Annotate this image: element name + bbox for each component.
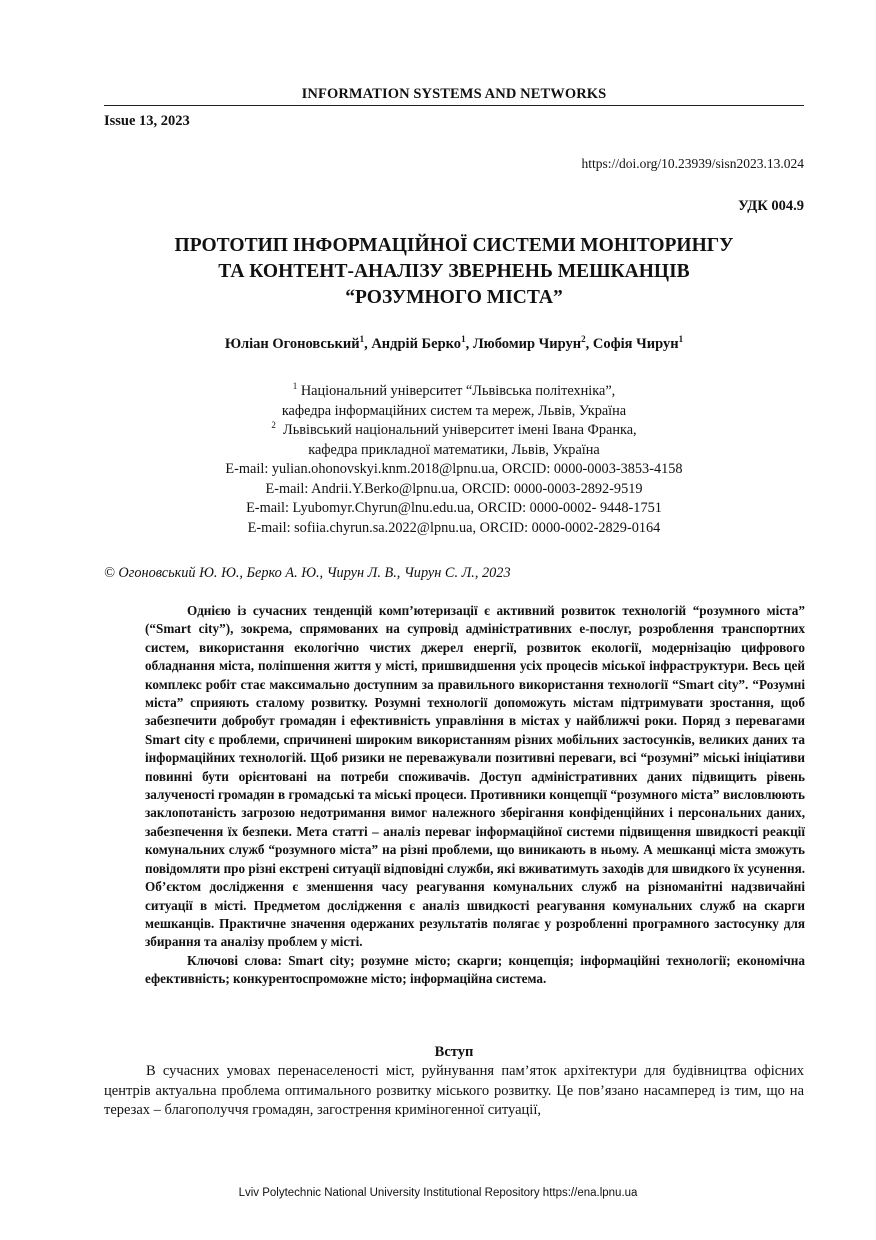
author-list: Юліан Огоновський$^1$, Андрій Берко$^1$, Любомир Чирун$^2$, Софія Чирун$^1$ xyxy=(224,334,684,352)
affiliation-1-line-1 xyxy=(104,382,804,402)
repository-footer: Lviv Polytechnic National University Institutional Repository https://ena.lpnu.ua xyxy=(238,1187,638,1199)
issue-label: Issue 13, 2023 xyxy=(104,113,190,129)
affil-mark: 1 xyxy=(292,381,298,392)
affil-mark: 2 xyxy=(271,420,276,431)
paper-title xyxy=(104,233,804,311)
affiliation-1-line-2: кафедра інформаційних систем та мереж, Львів, Україна xyxy=(281,402,627,419)
author-name: Андрій Берко xyxy=(371,336,462,352)
title-line-3: “РОЗУМНОГО МІСТА” xyxy=(345,287,563,308)
header-divider xyxy=(104,105,804,106)
udk-code: УДК 004.9 xyxy=(738,198,804,214)
affil-text: Львівський національний університет імені Івана Франка, xyxy=(283,422,637,438)
author-name: Софія Чирун xyxy=(592,336,679,352)
author-affil-mark: 1 xyxy=(461,334,466,345)
abstract-text: Однією із сучасних тенденцій комп’ютеризації є активний розвиток технологій “розумного міста” (“Smart city”), зокрема, спрямованих на супровід адміністративних е-послуг, розроблення транспортних систем, використання екологічно чистих джерел енергії, розвиток екології, модернізацію цифрового обладнання міста, поліпшення життя у місті, пришвидшення усіх процесів міської інфраструктури. Весь цей комплекс робіт стає максимально доступним за правильного використання технології “Smart city”. “Розумні міста” сприяють сталому розвитку. Розумні технології допоможуть містам підтримувати зростання, щоб забезпечити добробут громадян і ефективність управління в містах у найближчі роки. Поряд з перевагами Smart city є проблеми, спричинені широким використанням різних мобільних застосунків, великих даних та інформаційних технологій. Щоб ризики не переважували позитивні переваги, всі “розумні” міські ініціативи повинні бути орієнтовані на потреби споживачів. Доступ адміністративних даних підвищить рівень залученості громадян в громадські та міські процеси. Противники концепції “розумного міста” висловлюють заклопотаність загрозою недотримання вимог належного зберігання конфіденційних і персональних даних, забезпечення їх безпеки. Мета статті – аналіз переваг інформаційної системи підвищення швидкості реакції комунальних служб “розумного міста” на різні проблеми, що виникають в ньому. А мешканці міста зможуть повідомляти про різні екстрені ситуації відповідні служби, які вживатимуть заходів для швидкого їх усунення. Об’єктом дослідження є зменшення часу реагування комунальних служб на різноманітні надзвичайні ситуації в місті. Предметом дослідження є аналіз швидкості реагування комунальних служб на скарги мешканців. Практичне значення одержаних результатів полягає у розробленні програмного застосунку для збирання та аналізу проблем у місті. xyxy=(145,603,805,950)
doi-link[interactable]: https://doi.org/10.23939/sisn2023.13.024 xyxy=(581,156,804,171)
section-heading-intro: Вступ xyxy=(434,1044,474,1060)
email-orcid-line[interactable]: E-mail: Lyubomyr.Chyrun@lnu.edu.ua, ORCID: 0000-0002- 9448-1751 xyxy=(246,500,662,516)
email-orcid-line[interactable]: E-mail: sofiia.chyrun.sa.2022@lpnu.ua, ORCID: 0000-0002-2829-0164 xyxy=(247,519,661,536)
author-affil-mark: 1 xyxy=(359,334,365,345)
author-affil-mark: 1 xyxy=(678,334,684,345)
affiliations-block xyxy=(104,382,804,538)
abstract-block xyxy=(145,602,805,989)
affiliation-2-line-1 xyxy=(104,421,804,441)
email-orcid-line[interactable]: E-mail: Andrii.Y.Berko@lpnu.ua, ORCID: 0000-0003-2892-9519 xyxy=(265,480,643,497)
journal-title: INFORMATION SYSTEMS AND NETWORKS xyxy=(301,86,607,102)
keywords-text: Ключові слова: Smart city; розумне місто; скарги; концепція; інформаційні технології; економічна ефективність; конкурентоспроможне місто; інформаційна система. xyxy=(145,952,805,987)
author-name: Любомир Чирун xyxy=(472,336,582,352)
author-affil-mark: 2 xyxy=(581,334,586,345)
author-name: Юліан Огоновський xyxy=(224,336,360,352)
email-orcid-line[interactable]: E-mail: yulian.ohonovskyi.knm.2018@lpnu.ua, ORCID: 0000-0003-3853-4158 xyxy=(225,461,683,477)
affiliation-2-line-2: кафедра прикладної математики, Львів, Україна xyxy=(308,441,600,458)
copyright-line: © Огоновський Ю. Ю., Берко А. Ю., Чирун Л. В., Чирун С. Л., 2023 xyxy=(104,565,511,581)
intro-paragraph: В сучасних умовах перенаселеності міст, руйнування пам’яток архітектури для будівництва офісних центрів актуальна проблема оптимального розвитку міського розвитку. Це пов’язано насамперед із тим, що на терезах – благополуччя громадян, загострення криміногенної ситуації, xyxy=(104,1063,804,1118)
affil-text: Національний університет “Львівська політехніка”, xyxy=(300,383,616,399)
title-line-1: ПРОТОТИП ІНФОРМАЦІЙНОЇ СИСТЕМИ МОНІТОРИНГУ xyxy=(174,235,734,256)
title-line-2: ТА КОНТЕНТ-АНАЛІЗУ ЗВЕРНЕНЬ МЕШКАНЦІВ xyxy=(218,261,690,282)
